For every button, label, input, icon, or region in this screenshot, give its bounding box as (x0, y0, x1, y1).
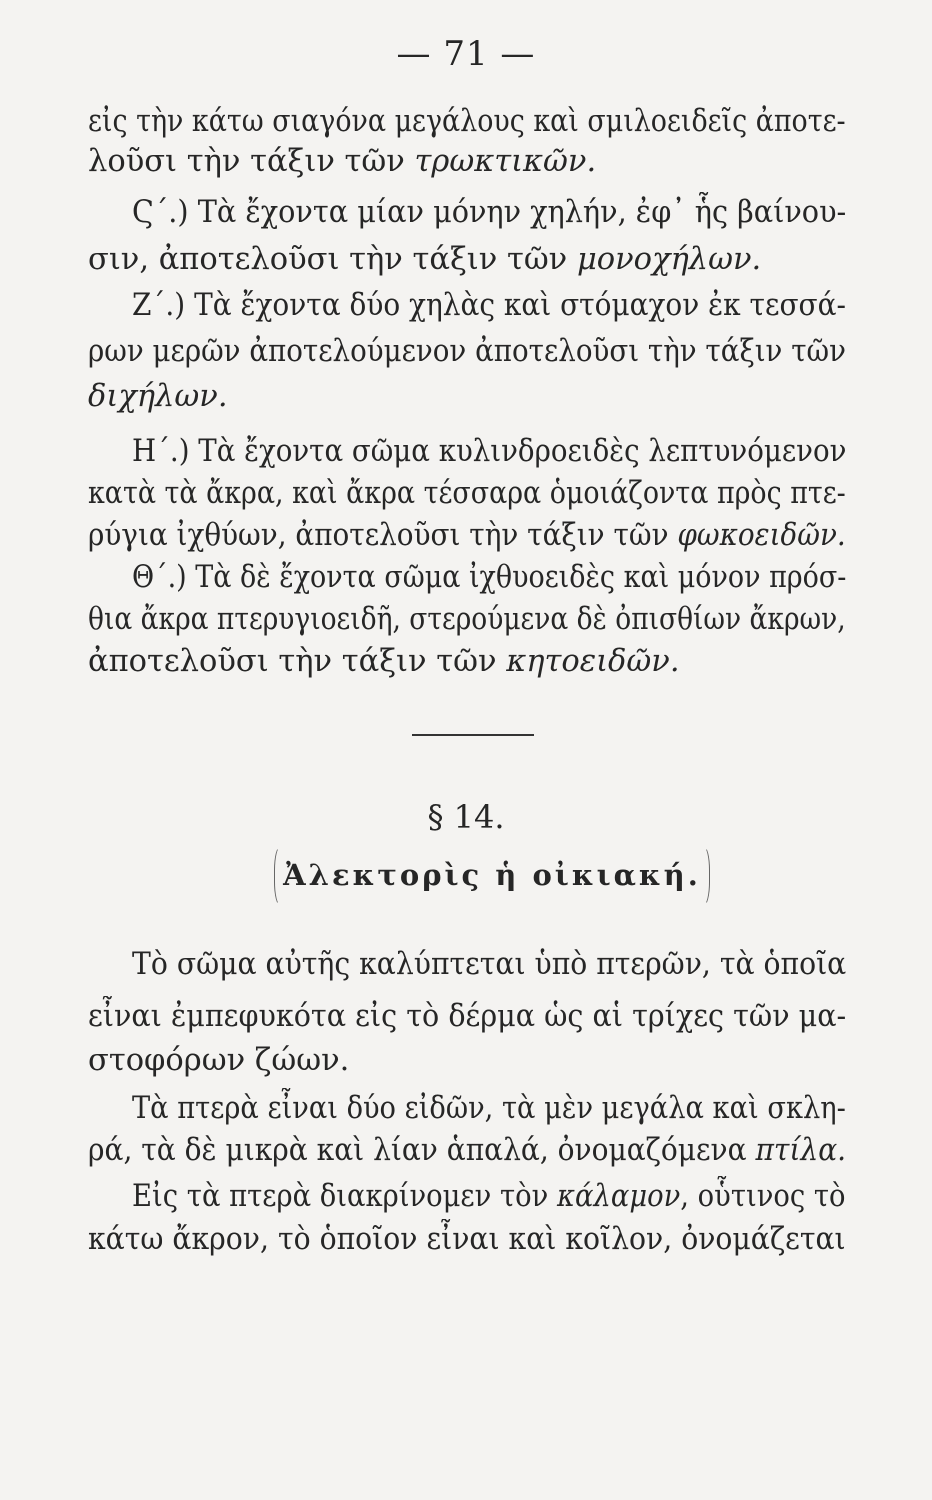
text-line: Θ΄.) Τὰ δὲ ἔχοντα σῶμα ἰχθυοειδὲς καὶ μόνον πρόσ- (132, 560, 847, 595)
taxon-name: κητοειδῶν. (506, 644, 680, 679)
text-line: ρά, τὰ δὲ μικρὰ καὶ λίαν ἁπαλά, ὀνομαζόμενα πτίλα. (88, 1133, 847, 1168)
page-number: — 71 — (396, 34, 536, 74)
text-line: Η΄.) Τὰ ἔχοντα σῶμα κυλινδροειδὲς λεπτυνόμενον (132, 434, 847, 469)
text-line: ἀποτελοῦσι τὴν τάξιν τῶν κητοειδῶν. (88, 644, 680, 679)
text-line: Ζ΄.) Τὰ ἔχοντα δύο χηλὰς καὶ στόμαχον ἐκ τεσσά- (132, 288, 846, 323)
term-name: πτίλα. (755, 1133, 847, 1168)
text-line: κατὰ τὰ ἄκρα, καὶ ἄκρα τέσσαρα ὁμοιάζοντα πρὸς πτε- (88, 476, 846, 511)
text-line (88, 377, 228, 417)
section-number: § 14. (427, 798, 505, 836)
taxon-name: διχήλων. (88, 379, 228, 414)
taxon-name: μονοχήλων. (576, 242, 762, 277)
taxon-name: τρωκτικῶν. (414, 144, 597, 179)
term-name: κάλαμον (556, 1179, 681, 1214)
text-line: ρων μερῶν ἀποτελούμενον ἀποτελοῦσι τὴν τάξιν τῶν (88, 334, 846, 369)
text-line: Τὸ σῶμα αὐτῆς καλύπτεται ὑπὸ πτερῶν, τὰ ὁποῖα (132, 947, 847, 982)
text-line: ρύγια ἰχθύων, ἀποτελοῦσι τὴν τάξιν τῶν φωκοειδῶν. (88, 518, 846, 553)
text-line: στοφόρων ζώων. (88, 1043, 350, 1078)
bracket-right (694, 846, 710, 906)
text-line: σιν, ἀποτελοῦσι τὴν τάξιν τῶν μονοχήλων. (88, 242, 762, 277)
section-heading: Ἀλεκτορὶς ἡ οἰκιακή. (283, 858, 701, 892)
text-line: λοῦσι τὴν τάξιν τῶν τρωκτικῶν. (88, 144, 597, 179)
text-line: Εἰς τὰ πτερὰ διακρίνομεν τὸν κάλαμον, οὗτινος τὸ (132, 1179, 846, 1214)
text-line: εἶναι ἐμπεφυκότα εἰς τὸ δέρμα ὡς αἱ τρίχες τῶν μα- (88, 999, 847, 1034)
taxon-name: φωκοειδῶν. (677, 518, 846, 553)
text-line: κάτω ἄκρον, τὸ ὁποῖον εἶναι καὶ κοῖλον, ὀνομάζεται (88, 1222, 846, 1257)
text-line: εἰς τὴν κάτω σιαγόνα μεγάλους καὶ σμιλοειδεῖς ἀποτε- (88, 104, 846, 139)
text-line: Ϛ΄.) Τὰ ἔχοντα μίαν μόνην χηλήν, ἐφ᾽ ἧς βαίνου- (132, 195, 847, 230)
text-line: Τὰ πτερὰ εἶναι δύο εἰδῶν, τὰ μὲν μεγάλα καὶ σκλη- (132, 1091, 846, 1126)
text-line: θια ἄκρα πτερυγιοειδῆ, στερούμενα δὲ ὀπισθίων ἄκρων, (88, 602, 846, 637)
section-heading-box (272, 846, 712, 910)
separator-rule (412, 734, 534, 736)
